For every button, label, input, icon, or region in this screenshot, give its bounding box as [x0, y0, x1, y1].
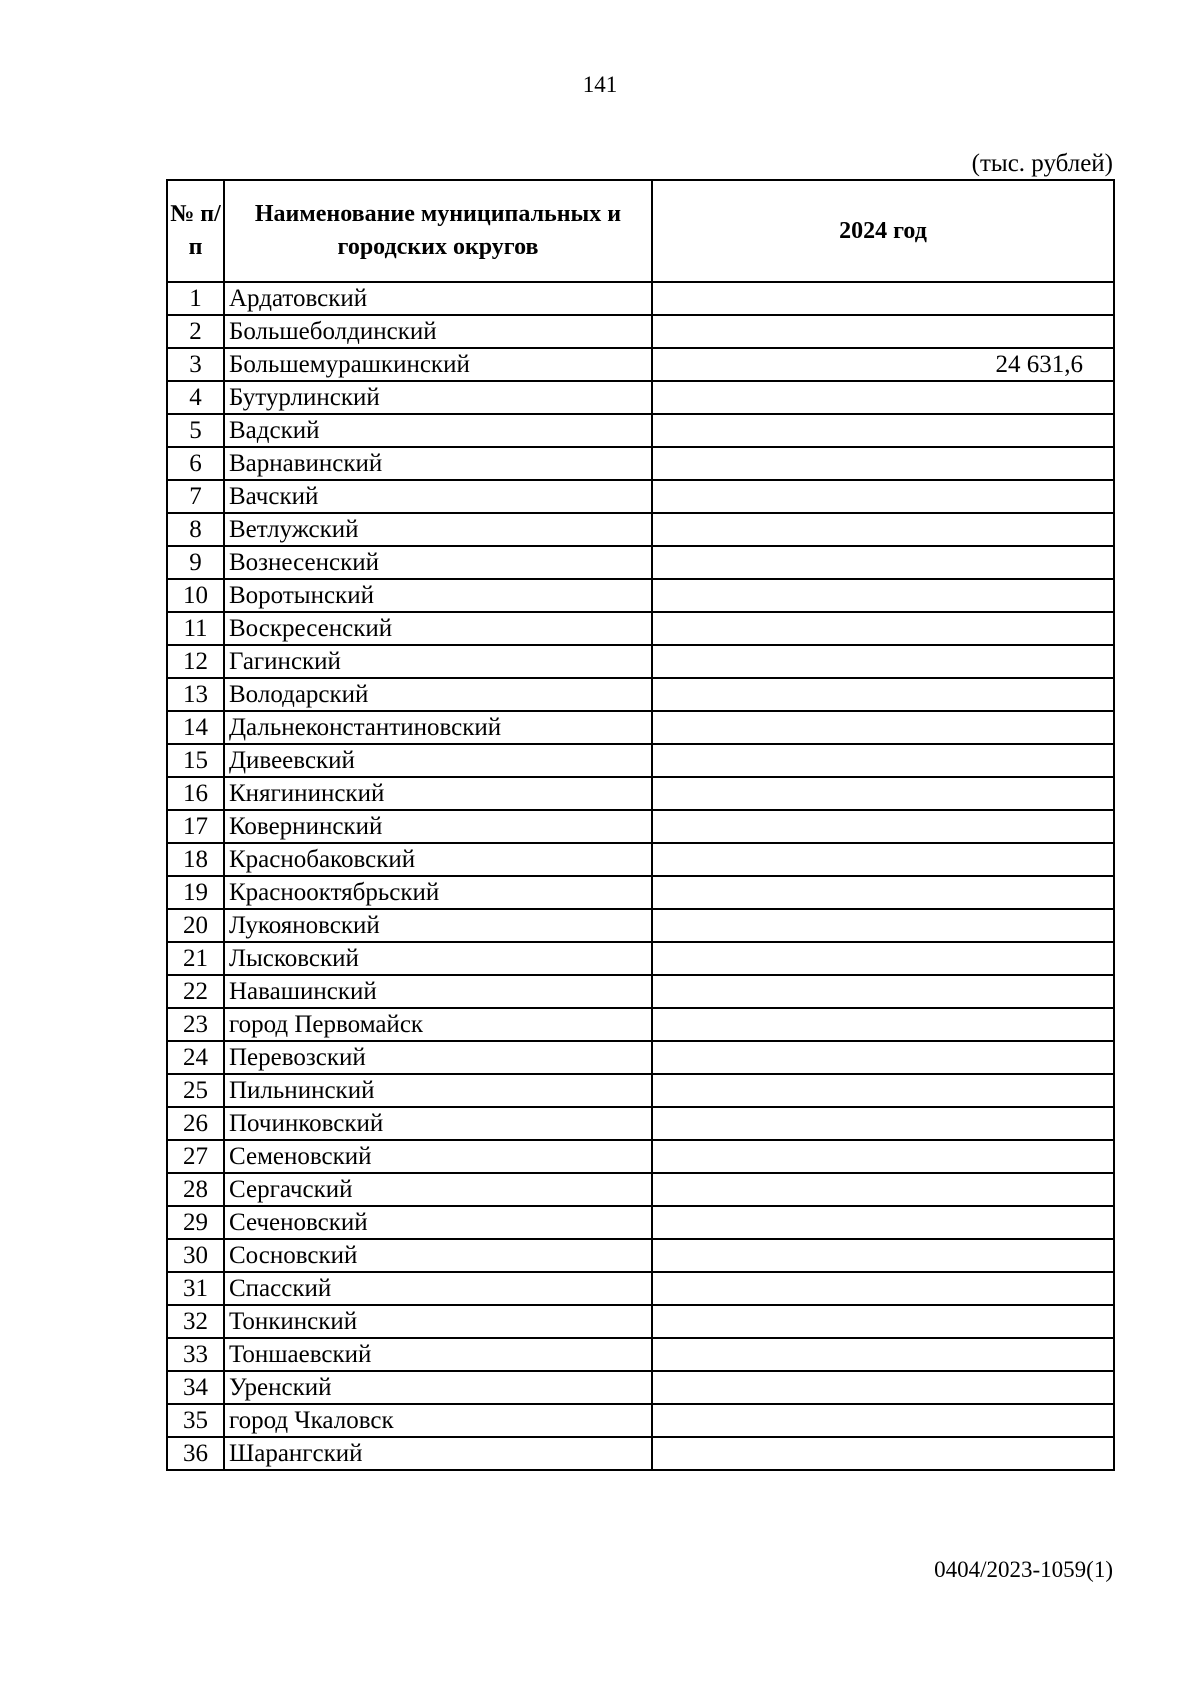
district-name: Большеболдинский [224, 315, 652, 348]
table-row [167, 1272, 1114, 1305]
row-number: 25 [167, 1074, 224, 1107]
row-number: 19 [167, 876, 224, 909]
year-2024-value [652, 744, 1114, 777]
table-row [167, 1371, 1114, 1404]
row-number: 24 [167, 1041, 224, 1074]
table-row [167, 315, 1114, 348]
year-2024-value [652, 1206, 1114, 1239]
table-row [167, 645, 1114, 678]
table-row [167, 579, 1114, 612]
table-row [167, 876, 1114, 909]
year-2024-value [652, 843, 1114, 876]
year-2024-value [652, 1272, 1114, 1305]
table-row [167, 1041, 1114, 1074]
row-number: 5 [167, 414, 224, 447]
district-name: Уренский [224, 1371, 652, 1404]
year-2024-value [652, 1371, 1114, 1404]
row-number: 4 [167, 381, 224, 414]
district-name: Большемурашкинский [224, 348, 652, 381]
table-row [167, 1437, 1114, 1470]
year-2024-value [652, 1305, 1114, 1338]
row-number: 7 [167, 480, 224, 513]
district-name: Сергачский [224, 1173, 652, 1206]
district-name: Княгининский [224, 777, 652, 810]
row-number: 22 [167, 975, 224, 1008]
row-number: 16 [167, 777, 224, 810]
district-name: Пильнинский [224, 1074, 652, 1107]
table-row [167, 381, 1114, 414]
budget-table [166, 179, 1115, 1471]
header-year-2024: 2024 год [652, 180, 1114, 282]
document-code: 0404/2023-1059(1) [934, 1557, 1113, 1582]
district-name: Вадский [224, 414, 652, 447]
table-row [167, 447, 1114, 480]
row-number: 27 [167, 1140, 224, 1173]
district-name: Перевозский [224, 1041, 652, 1074]
year-2024-value [652, 645, 1114, 678]
year-2024-value [652, 513, 1114, 546]
row-number: 15 [167, 744, 224, 777]
district-name: Ардатовский [224, 282, 652, 315]
district-name: Спасский [224, 1272, 652, 1305]
district-name: Гагинский [224, 645, 652, 678]
row-number: 35 [167, 1404, 224, 1437]
district-name: Бутурлинский [224, 381, 652, 414]
year-2024-value [652, 1239, 1114, 1272]
row-number: 17 [167, 810, 224, 843]
row-number: 31 [167, 1272, 224, 1305]
table-row [167, 1140, 1114, 1173]
year-2024-value [652, 1041, 1114, 1074]
district-name: город Чкаловск [224, 1404, 652, 1437]
year-2024-value: 24 631,6 [652, 348, 1114, 381]
year-2024-value [652, 414, 1114, 447]
table-row [167, 810, 1114, 843]
year-2024-value [652, 1140, 1114, 1173]
row-number: 20 [167, 909, 224, 942]
year-2024-value [652, 1173, 1114, 1206]
table-row [167, 1338, 1114, 1371]
row-number: 9 [167, 546, 224, 579]
table-row [167, 1008, 1114, 1041]
row-number: 13 [167, 678, 224, 711]
table-row [167, 1404, 1114, 1437]
row-number: 21 [167, 942, 224, 975]
district-name: Краснобаковский [224, 843, 652, 876]
district-name: Тоншаевский [224, 1338, 652, 1371]
year-2024-value [652, 315, 1114, 348]
year-2024-value [652, 447, 1114, 480]
row-number: 29 [167, 1206, 224, 1239]
row-number: 3 [167, 348, 224, 381]
units-note: (тыс. рублей) [971, 150, 1113, 177]
row-number: 26 [167, 1107, 224, 1140]
district-name: Вознесенский [224, 546, 652, 579]
row-number: 14 [167, 711, 224, 744]
district-name: Лукояновский [224, 909, 652, 942]
district-name: Лысковский [224, 942, 652, 975]
district-name: Дивеевский [224, 744, 652, 777]
row-number: 1 [167, 282, 224, 315]
year-2024-value [652, 678, 1114, 711]
row-number: 12 [167, 645, 224, 678]
year-2024-value [652, 975, 1114, 1008]
year-2024-value [652, 480, 1114, 513]
district-name: Варнавинский [224, 447, 652, 480]
district-name: Воротынский [224, 579, 652, 612]
header-district-name: Наименование муниципальных и городских округов [224, 180, 652, 282]
district-name: Навашинский [224, 975, 652, 1008]
table-row [167, 711, 1114, 744]
table-row [167, 1206, 1114, 1239]
table-row [167, 513, 1114, 546]
row-number: 8 [167, 513, 224, 546]
district-name: Сосновский [224, 1239, 652, 1272]
table-row [167, 480, 1114, 513]
district-name: город Первомайск [224, 1008, 652, 1041]
row-number: 33 [167, 1338, 224, 1371]
table-row [167, 348, 1114, 381]
table-row [167, 1074, 1114, 1107]
year-2024-value [652, 942, 1114, 975]
district-name: Семеновский [224, 1140, 652, 1173]
table-row [167, 1305, 1114, 1338]
header-number: № п/п [167, 180, 224, 282]
year-2024-value [652, 579, 1114, 612]
row-number: 18 [167, 843, 224, 876]
year-2024-value [652, 909, 1114, 942]
year-2024-value [652, 810, 1114, 843]
row-number: 36 [167, 1437, 224, 1470]
year-2024-value [652, 1107, 1114, 1140]
table-row [167, 975, 1114, 1008]
row-number: 2 [167, 315, 224, 348]
district-name: Володарский [224, 678, 652, 711]
page-number: 141 [582, 72, 618, 97]
table-row [167, 744, 1114, 777]
row-number: 23 [167, 1008, 224, 1041]
table-row [167, 1173, 1114, 1206]
district-name: Тонкинский [224, 1305, 652, 1338]
district-name: Дальнеконстантиновский [224, 711, 652, 744]
district-name: Воскресенский [224, 612, 652, 645]
table-row [167, 612, 1114, 645]
district-name: Починковский [224, 1107, 652, 1140]
row-number: 30 [167, 1239, 224, 1272]
row-number: 32 [167, 1305, 224, 1338]
row-number: 11 [167, 612, 224, 645]
table-row [167, 1107, 1114, 1140]
table-row [167, 942, 1114, 975]
row-number: 28 [167, 1173, 224, 1206]
year-2024-value [652, 546, 1114, 579]
table-row [167, 1239, 1114, 1272]
year-2024-value [652, 1074, 1114, 1107]
district-name: Ковернинский [224, 810, 652, 843]
table-row [167, 777, 1114, 810]
row-number: 34 [167, 1371, 224, 1404]
table-row [167, 282, 1114, 315]
year-2024-value [652, 612, 1114, 645]
table-body [167, 282, 1114, 1470]
table-row [167, 843, 1114, 876]
year-2024-value [652, 1404, 1114, 1437]
table-row [167, 678, 1114, 711]
row-number: 10 [167, 579, 224, 612]
year-2024-value [652, 1437, 1114, 1470]
table-row [167, 909, 1114, 942]
year-2024-value [652, 711, 1114, 744]
district-name: Сеченовский [224, 1206, 652, 1239]
row-number: 6 [167, 447, 224, 480]
table-row [167, 414, 1114, 447]
year-2024-value [652, 381, 1114, 414]
district-name: Шарангский [224, 1437, 652, 1470]
district-name: Вачский [224, 480, 652, 513]
year-2024-value [652, 777, 1114, 810]
year-2024-value [652, 282, 1114, 315]
district-name: Ветлужский [224, 513, 652, 546]
year-2024-value [652, 1338, 1114, 1371]
table-row [167, 546, 1114, 579]
district-name: Краснооктябрьский [224, 876, 652, 909]
table-header-row [167, 180, 1114, 282]
year-2024-value [652, 876, 1114, 909]
year-2024-value [652, 1008, 1114, 1041]
